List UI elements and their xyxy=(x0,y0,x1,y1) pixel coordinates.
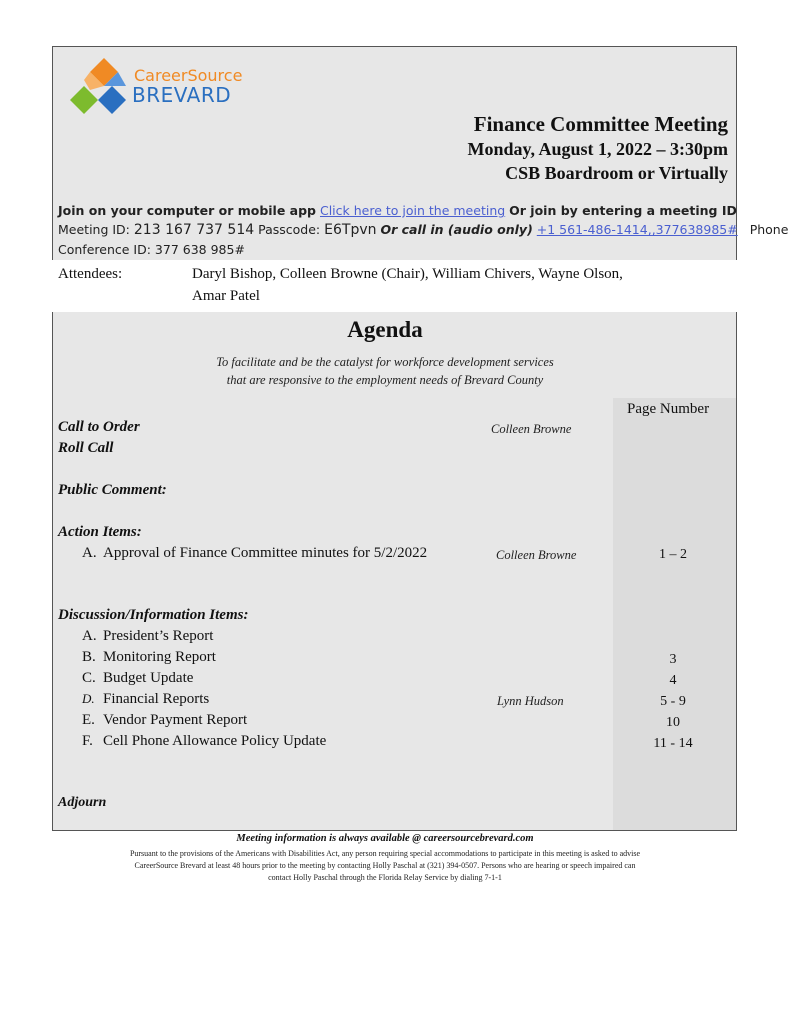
page-number-column xyxy=(613,398,736,830)
join-by-id-label: Or join by entering a meeting ID xyxy=(509,203,737,218)
logo-careersource-text: CareerSource xyxy=(134,66,243,85)
action-item-a xyxy=(82,545,427,562)
call-to-order: Call to Order xyxy=(58,419,140,435)
passcode-value: E6Tpvn xyxy=(324,222,377,238)
meeting-location: CSB Boardroom or Virtually xyxy=(505,163,728,183)
attendees-list-line1: Daryl Bishop, Colleen Browne (Chair), William Chivers, Wayne Olson, xyxy=(192,266,623,282)
footer-notice-line3: contact Holly Paschal through the Florida Relay Service by dialing 7-1-1 xyxy=(268,873,502,882)
footer-notice-line1: Pursuant to the provisions of the Americans with Disabilities Act, any person requiring special accommodations to participate in this meeting is asked to advise xyxy=(129,849,641,858)
careersource-logo xyxy=(68,56,248,122)
discussion-item-e-pages: 10 xyxy=(666,715,680,730)
footer-availability: Meeting information is always available @ careersourcebrevard.com xyxy=(236,833,534,844)
agenda-title: Agenda xyxy=(347,317,423,342)
discussion-item-text: Monitoring Report xyxy=(103,649,216,665)
join-meeting-link[interactable]: Click here to join the meeting xyxy=(319,203,506,218)
discussion-item-text: Cell Phone Allowance Policy Update xyxy=(103,733,327,749)
discussion-item-letter: C. xyxy=(82,670,96,686)
conference-id-value: 377 638 985# xyxy=(154,242,245,257)
discussion-item-b xyxy=(82,649,216,666)
discussion-presenter: Lynn Hudson xyxy=(497,694,564,708)
attendees-list-line2: Amar Patel xyxy=(192,288,260,304)
call-to-order-presenter: Colleen Browne xyxy=(491,422,572,436)
discussion-item-letter: B. xyxy=(82,649,96,665)
discussion-item-text: Budget Update xyxy=(103,670,194,686)
discussion-item-letter: F. xyxy=(82,733,93,749)
conference-id-line xyxy=(58,242,245,257)
discussion-item-c-pages: 4 xyxy=(669,673,677,688)
meeting-date: Monday, August 1, 2022 – 3:30pm xyxy=(467,139,728,159)
roll-call: Roll Call xyxy=(58,440,114,456)
meeting-join-line xyxy=(58,203,737,218)
discussion-item-a xyxy=(82,628,213,645)
action-item-text: Approval of Finance Committee minutes for 5/2/2022 xyxy=(103,545,428,561)
logo-mark-icon xyxy=(68,56,132,122)
meeting-title: Finance Committee Meeting xyxy=(473,112,728,136)
discussion-item-e xyxy=(82,712,247,729)
adjourn: Adjourn xyxy=(58,795,107,810)
discussion-item-d xyxy=(82,691,209,708)
discussion-item-letter: E. xyxy=(82,712,95,728)
meeting-id-value: 213 167 737 514 xyxy=(133,222,255,238)
attendees-label: Attendees: xyxy=(58,266,123,282)
meeting-id-label: Meeting ID: xyxy=(58,222,130,237)
discussion-item-d-pages: 5 - 9 xyxy=(660,694,686,709)
discussion-item-text: Vendor Payment Report xyxy=(103,712,248,728)
join-label: Join on your computer or mobile app xyxy=(58,203,316,218)
conference-id-label: Conference ID: xyxy=(58,242,151,257)
logo-brevard-text: BREVARD xyxy=(132,83,232,107)
discussion-item-c xyxy=(82,670,193,687)
discussion-item-b-pages: 3 xyxy=(669,652,677,667)
discussion-label: Discussion/Information Items: xyxy=(58,607,249,623)
footer-notice-line2: CareerSource Brevard at least 48 hours prior to the meeting by contacting Holly Paschal at (321) 394-0507. Persons who are hearing or speech impaired can xyxy=(134,861,636,870)
action-items-label: Action Items: xyxy=(58,524,142,540)
discussion-item-letter: D. xyxy=(82,691,95,706)
meeting-id-line xyxy=(58,222,788,238)
action-item-pages: 1 – 2 xyxy=(659,547,687,562)
discussion-item-f xyxy=(82,733,326,750)
page-number-header: Page Number xyxy=(627,401,710,417)
discussion-item-letter: A. xyxy=(82,628,97,644)
phone-link[interactable]: +1 561-486-1414,,377638985# xyxy=(536,222,738,237)
discussion-item-text: Financial Reports xyxy=(103,691,210,707)
passcode-label: Passcode: xyxy=(258,222,321,237)
mission-line2: that are responsive to the employment needs of Brevard County xyxy=(226,373,544,387)
public-comment: Public Comment: xyxy=(58,482,167,498)
discussion-item-f-pages: 11 - 14 xyxy=(653,736,693,751)
action-item-presenter: Colleen Browne xyxy=(496,548,577,562)
mission-line1: To facilitate and be the catalyst for workforce development services xyxy=(216,355,554,369)
discussion-item-text: President’s Report xyxy=(103,628,214,644)
action-item-letter: A. xyxy=(82,545,97,561)
phone-conference-label: Phone xyxy=(749,222,788,237)
call-in-label: Or call in (audio only) xyxy=(380,222,533,237)
